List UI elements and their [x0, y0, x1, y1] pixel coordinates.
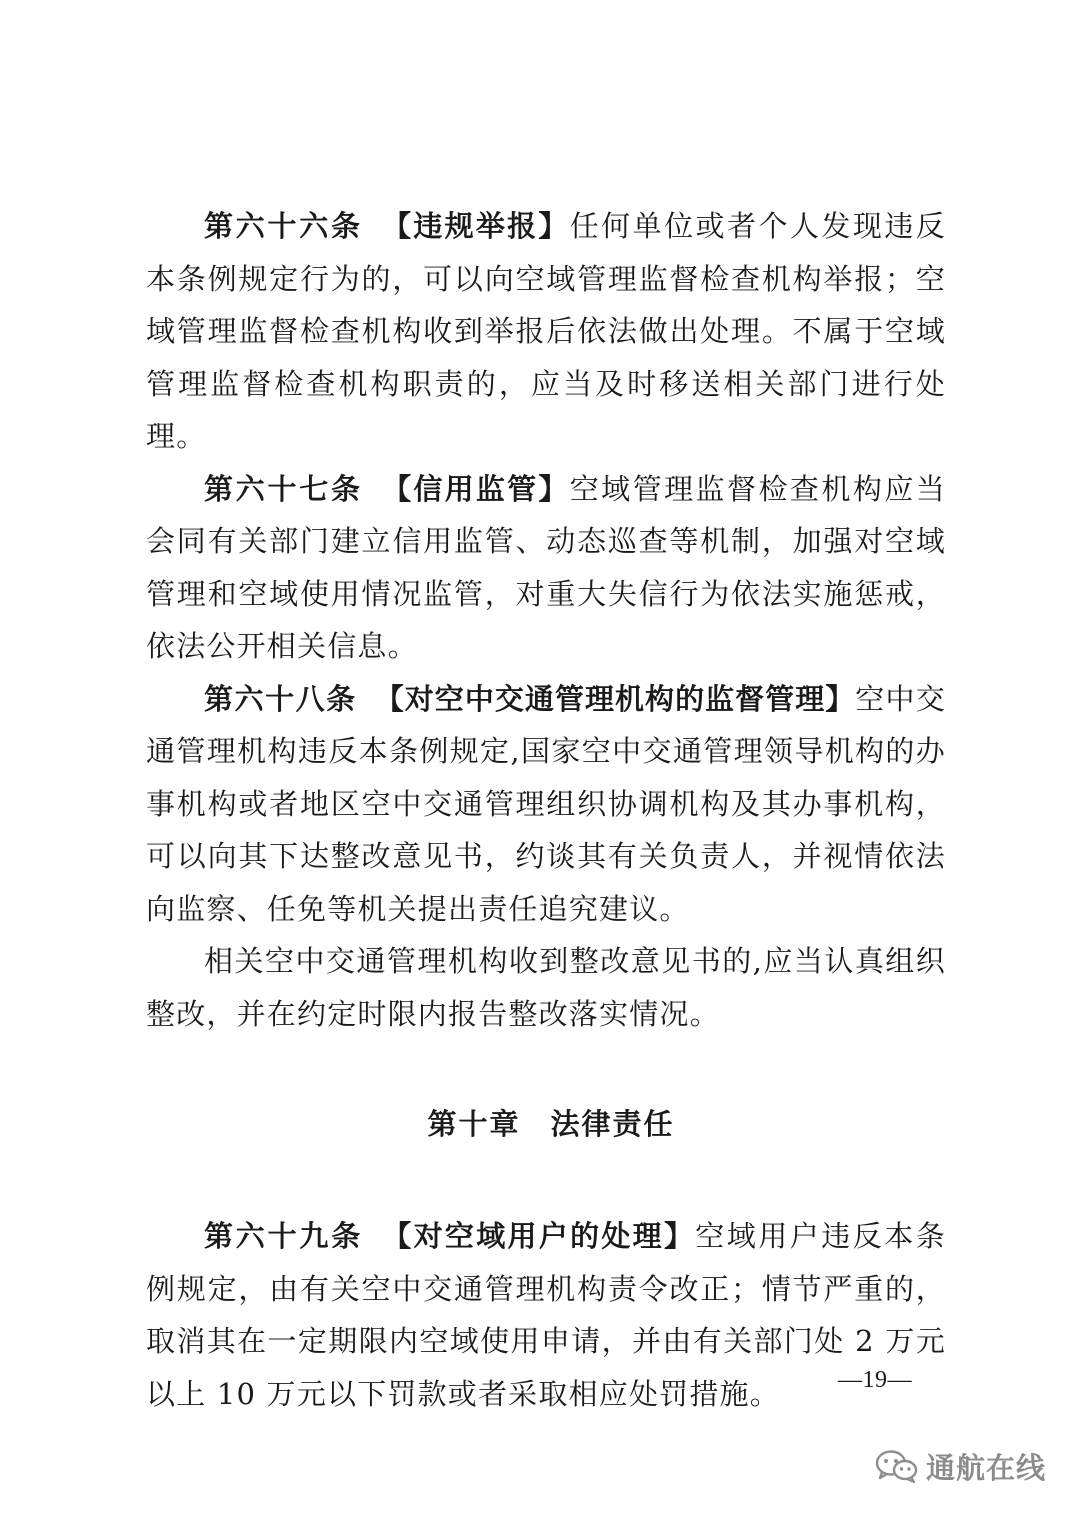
article-69	[146, 1210, 946, 1420]
watermark	[874, 1446, 1046, 1486]
article-68-extra-paragraph: 相关空中交通管理机构收到整改意见书的,应当认真组织整改，并在约定时限内报告整改落实情况。	[146, 944, 946, 1031]
wechat-icon	[874, 1448, 920, 1484]
chapter-number: 第十章	[427, 1107, 521, 1141]
chapter-heading	[146, 1098, 946, 1150]
article-text: 空域用户违反本条例规定，由有关空中交通管理机构责令改正；情节严重的，取消其在一定期限内空域使用申请，并由有关部门处 2 万元以上 10 万元以下罚款或者采取相应处罚措施。	[146, 1219, 946, 1411]
document-body	[146, 200, 946, 1420]
article-66	[146, 200, 946, 463]
article-68	[146, 673, 946, 936]
article-text: 空中交通管理机构违反本条例规定,国家空中交通管理领导机构的办事机构或者地区空中交通管理组织协调机构及其办事机构，可以向其下达整改意见书，约谈其有关负责人，并视情依法向监察、任免等机关提出责任追究建议。	[146, 681, 946, 926]
article-topic: 【对空中交通管理机构的监督管理】	[374, 681, 856, 716]
chapter-title: 法律责任	[550, 1107, 675, 1141]
article-67	[146, 463, 946, 673]
article-topic: 【对空域用户的处理】	[381, 1219, 696, 1253]
watermark-text: 通航在线	[926, 1450, 1047, 1485]
article-number: 第六十九条	[204, 1219, 363, 1253]
article-number: 第六十六条	[204, 209, 363, 243]
article-number: 第六十七条	[204, 471, 363, 506]
article-text: 空域管理监督检查机构应当会同有关部门建立信用监管、动态巡查等机制，加强对空域管理和空域使用情况监管，对重大失信行为依法实施惩戒，依法公开相关信息。	[146, 471, 946, 663]
article-text: 任何单位或者个人发现违反本条例规定行为的，可以向空域管理监督检查机构举报；空域管理监督检查机构收到举报后依法做出处理。不属于空域管理监督检查机构职责的，应当及时移送相关部门进行处理。	[146, 209, 946, 453]
article-topic: 【信用监管】	[380, 471, 570, 506]
article-topic: 【违规举报】	[380, 209, 570, 243]
article-number: 第六十八条	[204, 681, 357, 716]
page-number: —19—	[838, 1367, 912, 1393]
